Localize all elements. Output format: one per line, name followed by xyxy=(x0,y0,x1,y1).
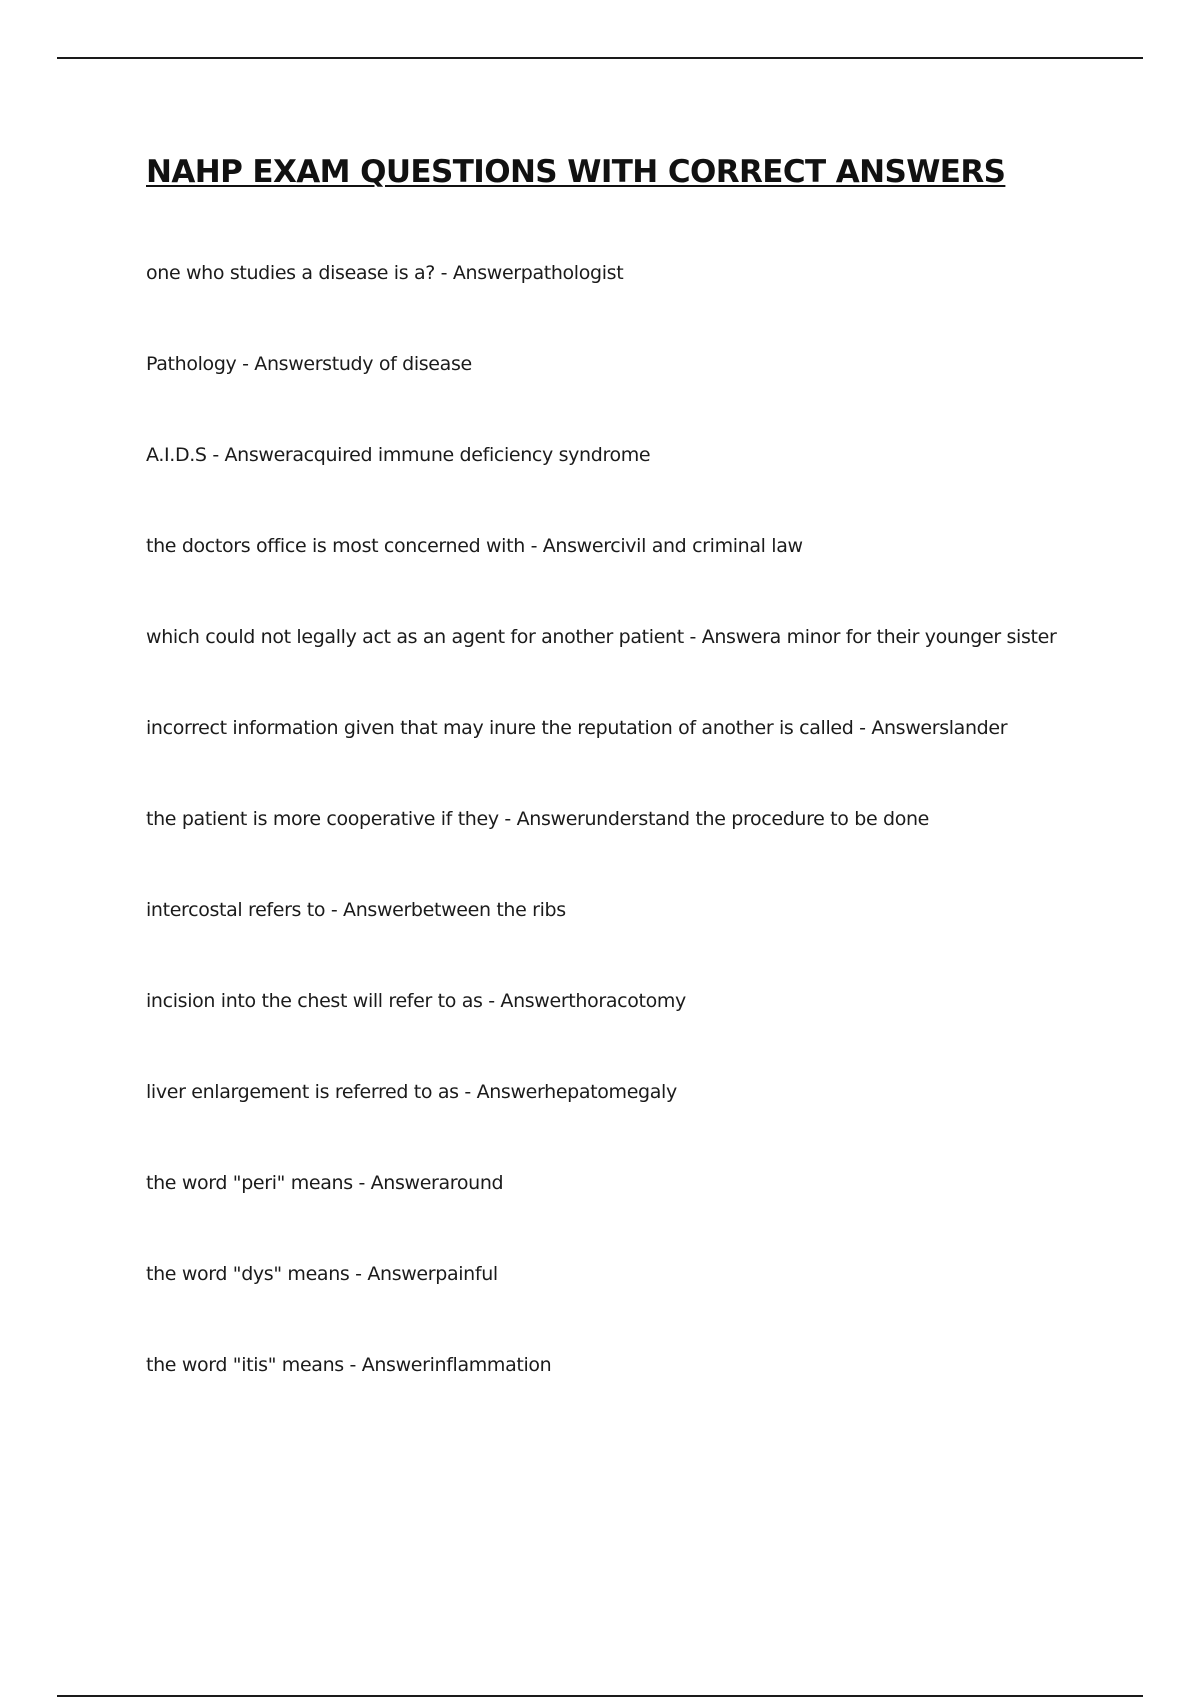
qa-item: A.I.D.S - Answeracquired immune deficiency syndrome xyxy=(146,444,651,466)
qa-item: the patient is more cooperative if they - Answerunderstand the procedure to be done xyxy=(146,808,930,830)
qa-item: one who studies a disease is a? - Answerpathologist xyxy=(146,262,624,284)
qa-item: incision into the chest will refer to as - Answerthoracotomy xyxy=(146,990,686,1012)
qa-item: incorrect information given that may inure the reputation of another is called - Answerslander xyxy=(146,717,1008,739)
qa-item: the word "itis" means - Answerinflammation xyxy=(146,1354,552,1376)
top-rule xyxy=(57,57,1143,59)
qa-item: Pathology - Answerstudy of disease xyxy=(146,353,472,375)
qa-item: intercostal refers to - Answerbetween the ribs xyxy=(146,899,566,921)
qa-item: liver enlargement is referred to as - Answerhepatomegaly xyxy=(146,1081,677,1103)
qa-item: the doctors office is most concerned with - Answercivil and criminal law xyxy=(146,535,803,557)
document-title: NAHP EXAM QUESTIONS WITH CORRECT ANSWERS xyxy=(146,154,1006,190)
question-answer-list xyxy=(146,256,1056,1439)
qa-item: the word "peri" means - Answeraround xyxy=(146,1172,504,1194)
bottom-rule xyxy=(57,1695,1143,1697)
qa-item: which could not legally act as an agent for another patient - Answera minor for their younger sister xyxy=(146,626,1057,648)
qa-item: the word "dys" means - Answerpainful xyxy=(146,1263,498,1285)
